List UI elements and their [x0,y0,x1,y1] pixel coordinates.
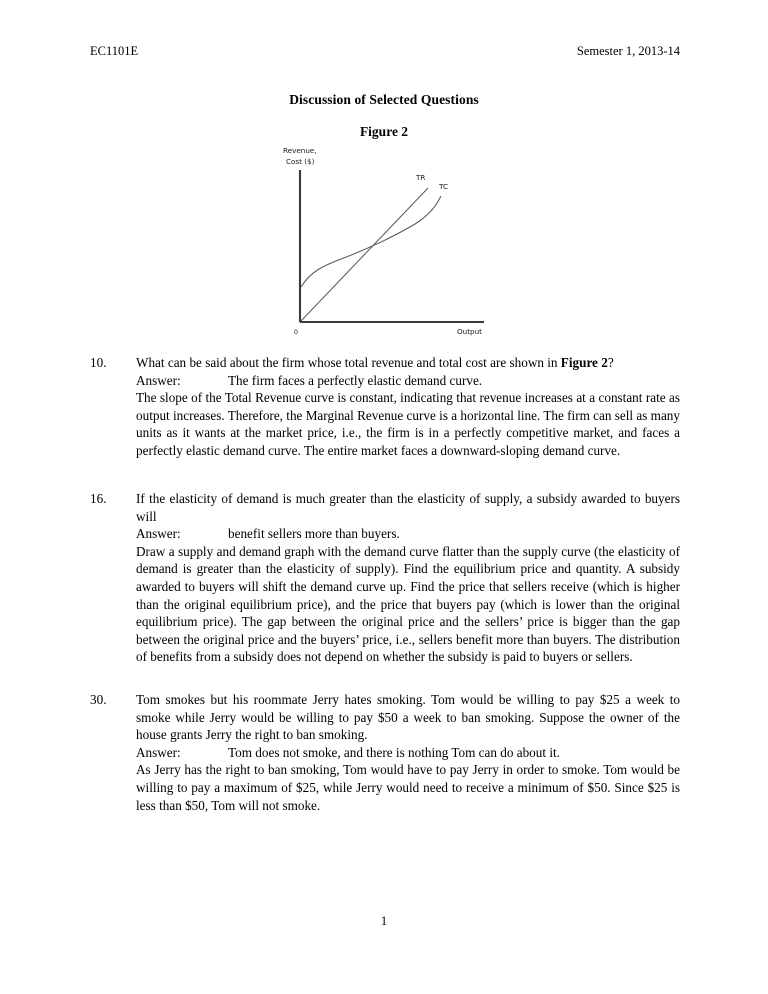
question-30-prompt: Tom smokes but his roommate Jerry hates smoking. Tom would be willing to pay $25 a week to smoke while Jerry would be willing to pay $50 a week to ban smoking. Suppose the owner of the house grants Jerry the right to ban smoking. [136,692,680,743]
question-10-body [136,354,680,460]
figure-title: Figure 2 [359,124,409,139]
question-10-row [90,354,680,460]
total-revenue-line [301,188,428,321]
question-16-answer-line [136,525,680,543]
question-block-16 [90,490,680,666]
x-axis-label: Output [457,327,482,336]
question-30-answer-line [136,744,680,762]
question-10-prompt-post: ? [607,355,614,370]
question-16-number: 16. [90,491,107,506]
course-code: EC1101E [90,44,139,58]
question-16-prompt: If the elasticity of demand is much greater than the elasticity of supply, a subsidy awarded to buyers will [136,491,680,524]
question-10-number: 10. [90,355,107,370]
question-16-answer-label: Answer: [136,526,181,542]
question-16-row [90,490,680,666]
question-30-answer-text: Tom does not smoke, and there is nothing Tom can do about it. [228,744,560,760]
page-number: 1 [380,914,388,928]
tr-curve-label: TR [416,173,426,182]
question-10-answer-label: Answer: [136,372,181,388]
y-axis-label-line2: Cost ($) [286,157,315,166]
figure-2-svg [265,140,505,340]
question-16-body [136,490,680,666]
question-10-explanation: The slope of the Total Revenue curve is constant, indicating that revenue increases at a constant rate as output increases. Therefore, the Marginal Revenue curve is a horizontal line. The firm can sell as many units as it wants at the market price, i.e., the firm is in a perfectly competitive market, and faces a perfectly elastic demand curve. The entire market faces a downward-sloping demand curve. [136,390,680,458]
question-30-answer-label: Answer: [136,744,181,760]
question-10-answer-line [136,372,680,390]
question-30-body [136,691,680,814]
question-30-number: 30. [90,692,107,707]
question-block-30 [90,691,680,814]
question-16-answer-text: benefit sellers more than buyers. [228,526,400,542]
question-block-10 [90,354,680,460]
question-30-row [90,691,680,814]
question-16-explanation: Draw a supply and demand graph with the demand curve flatter than the supply curve (the elasticity of demand is greater than the elasticity of supply). Find the equilibrium price and quantity. A subsidy awarded to buyers will shift the demand curve up. Find the price that sellers receive (which is higher than the original equilibrium price), and the price that buyers pay (which is lower than the original equilibrium price). The gap between the original price and the sellers’ price is bigger than the gap between the original price and the buyers’ price, i.e., sellers benefit more than buyers. The distribution of benefits from a subsidy does not depend on whether the subsidy is paid to buyers or sellers. [136,543,680,665]
page-title: Discussion of Selected Questions [289,92,479,107]
question-10-prompt [136,354,680,372]
semester-label: Semester 1, 2013-14 [576,44,680,58]
figure-2-chart [265,140,505,340]
question-10-figure-reference: Figure 2 [560,355,608,370]
question-10-prompt-pre: What can be said about the firm whose total revenue and total cost are shown in [136,355,561,370]
running-header [90,44,680,59]
question-30-explanation: As Jerry has the right to ban smoking, Tom would have to pay Jerry in order to smoke. Tom would be willing to pay a maximum of $25, while Jerry would need to receive a minimum of $50. Since $25 is less than $50, Tom will not smoke. [136,762,680,813]
question-10-answer-text: The firm faces a perfectly elastic demand curve. [228,372,483,388]
tc-curve-label: TC [439,182,448,191]
y-axis-label-line1: Revenue, [283,146,317,155]
total-cost-curve [301,196,441,287]
origin-label: 0 [294,329,298,336]
